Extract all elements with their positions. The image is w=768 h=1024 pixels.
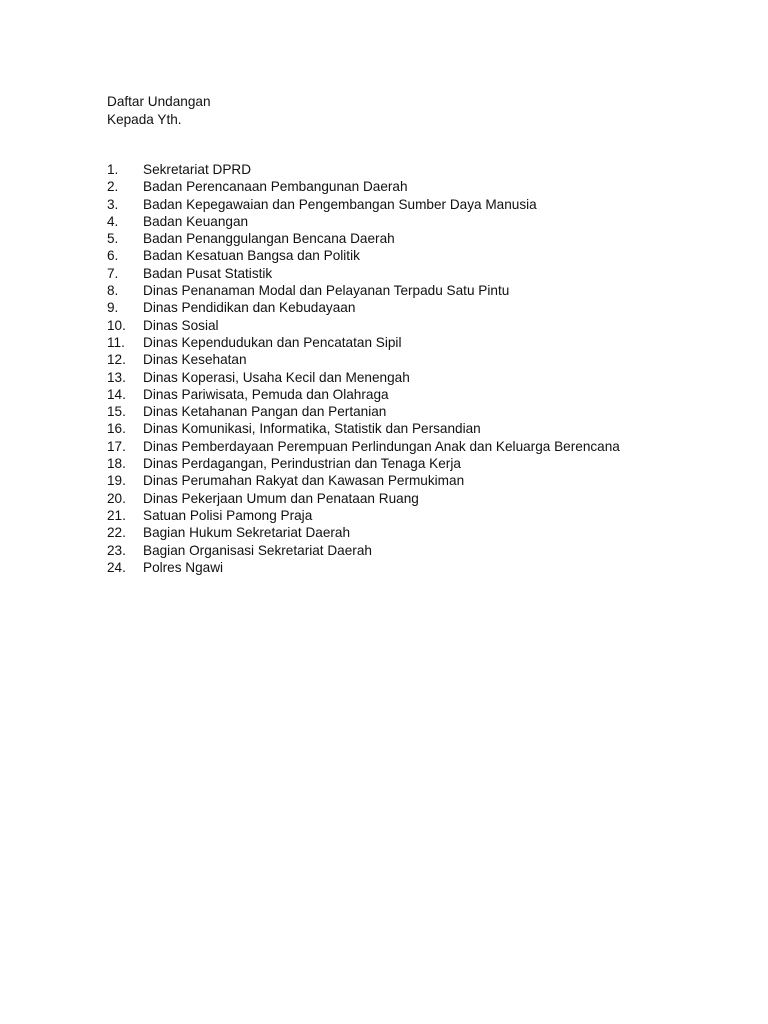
invitee-name: Dinas Penanaman Modal dan Pelayanan Terpadu Satu Pintu bbox=[143, 283, 510, 299]
invitee-number: 3. bbox=[107, 196, 119, 212]
invitee-item bbox=[107, 369, 620, 386]
invitee-number: 14. bbox=[107, 386, 126, 402]
invitee-name: Dinas Pariwisata, Pemuda dan Olahraga bbox=[143, 386, 389, 402]
invitee-item bbox=[107, 230, 620, 247]
invitee-item bbox=[107, 213, 620, 230]
invitee-name: Dinas Ketahanan Pangan dan Pertanian bbox=[143, 404, 387, 420]
document-title: Daftar Undangan bbox=[107, 94, 211, 109]
invitee-item bbox=[107, 265, 620, 282]
invitee-item bbox=[107, 247, 620, 264]
invitee-item bbox=[107, 334, 620, 351]
invitee-number: 13. bbox=[107, 369, 126, 385]
invitee-name: Badan Penanggulangan Bencana Daerah bbox=[143, 231, 395, 247]
invitee-item bbox=[107, 559, 620, 576]
invitee-item bbox=[107, 299, 620, 316]
invitee-list bbox=[107, 161, 620, 576]
invitee-item bbox=[107, 420, 620, 437]
invitee-number: 19. bbox=[107, 473, 126, 489]
invitee-number: 1. bbox=[107, 162, 119, 177]
invitee-number: 10. bbox=[107, 317, 126, 333]
invitee-number: 16. bbox=[107, 421, 126, 437]
invitee-name: Dinas Pemberdayaan Perempuan Perlindungan Anak dan Keluarga Berencana bbox=[143, 438, 620, 454]
invitee-name: Bagian Organisasi Sekretariat Daerah bbox=[143, 542, 372, 558]
invitee-name: Satuan Polisi Pamong Praja bbox=[143, 507, 313, 523]
invitee-item bbox=[107, 161, 620, 178]
invitee-number: 7. bbox=[107, 265, 119, 281]
invitee-number: 18. bbox=[107, 456, 126, 472]
invitee-name: Polres Ngawi bbox=[143, 559, 224, 575]
invitee-number: 22. bbox=[107, 525, 126, 541]
invitee-number: 2. bbox=[107, 179, 119, 195]
invitee-name: Badan Kepegawaian dan Pengembangan Sumber Daya Manusia bbox=[143, 196, 537, 212]
invitee-number: 24. bbox=[107, 559, 126, 575]
invitee-name: Dinas Komunikasi, Informatika, Statistik dan Persandian bbox=[143, 421, 481, 437]
salutation: Kepada Yth. bbox=[107, 112, 182, 127]
invitee-name: Badan Kesatuan Bangsa dan Politik bbox=[143, 248, 360, 264]
invitee-name: Dinas Perdagangan, Perindustrian dan Tenaga Kerja bbox=[143, 456, 461, 472]
invitee-number: 15. bbox=[107, 404, 126, 420]
invitee-number: 5. bbox=[107, 231, 119, 247]
invitee-name: Dinas Perumahan Rakyat dan Kawasan Permukiman bbox=[143, 473, 465, 489]
invitee-item bbox=[107, 282, 620, 299]
invitee-item bbox=[107, 542, 620, 559]
invitee-name: Badan Perencanaan Pembangunan Daerah bbox=[143, 179, 408, 195]
invitee-name: Dinas Pendidikan dan Kebudayaan bbox=[143, 300, 356, 316]
invitee-item bbox=[107, 438, 620, 455]
document-header bbox=[107, 93, 211, 129]
invitee-item bbox=[107, 507, 620, 524]
invitee-number: 8. bbox=[107, 283, 119, 299]
invitee-item bbox=[107, 524, 620, 541]
invitee-name: Badan Pusat Statistik bbox=[143, 265, 273, 281]
invitee-number: 21. bbox=[107, 507, 126, 523]
invitee-number: 23. bbox=[107, 542, 126, 558]
invitee-item bbox=[107, 351, 620, 368]
invitee-number: 20. bbox=[107, 490, 126, 506]
invitee-name: Dinas Koperasi, Usaha Kecil dan Menengah bbox=[143, 369, 410, 385]
invitee-name: Sekretariat DPRD bbox=[143, 162, 252, 177]
invitee-name: Dinas Sosial bbox=[143, 317, 219, 333]
invitee-number: 11. bbox=[107, 334, 125, 350]
invitee-item bbox=[107, 472, 620, 489]
invitee-name: Dinas Pekerjaan Umum dan Penataan Ruang bbox=[143, 490, 419, 506]
invitee-name: Badan Keuangan bbox=[143, 213, 249, 229]
invitee-number: 17. bbox=[107, 438, 126, 454]
invitee-number: 9. bbox=[107, 300, 119, 316]
invitee-name: Dinas Kependudukan dan Pencatatan Sipil bbox=[143, 334, 402, 350]
invitee-item bbox=[107, 490, 620, 507]
invitee-name: Bagian Hukum Sekretariat Daerah bbox=[143, 525, 351, 541]
invitee-item bbox=[107, 403, 620, 420]
invitee-name: Dinas Kesehatan bbox=[143, 352, 247, 368]
invitee-item bbox=[107, 317, 620, 334]
invitee-item bbox=[107, 455, 620, 472]
invitee-item bbox=[107, 386, 620, 403]
invitee-number: 12. bbox=[107, 352, 126, 368]
invitee-item bbox=[107, 196, 620, 213]
invitee-number: 4. bbox=[107, 213, 119, 229]
invitee-number: 6. bbox=[107, 248, 119, 264]
invitee-item bbox=[107, 178, 620, 195]
